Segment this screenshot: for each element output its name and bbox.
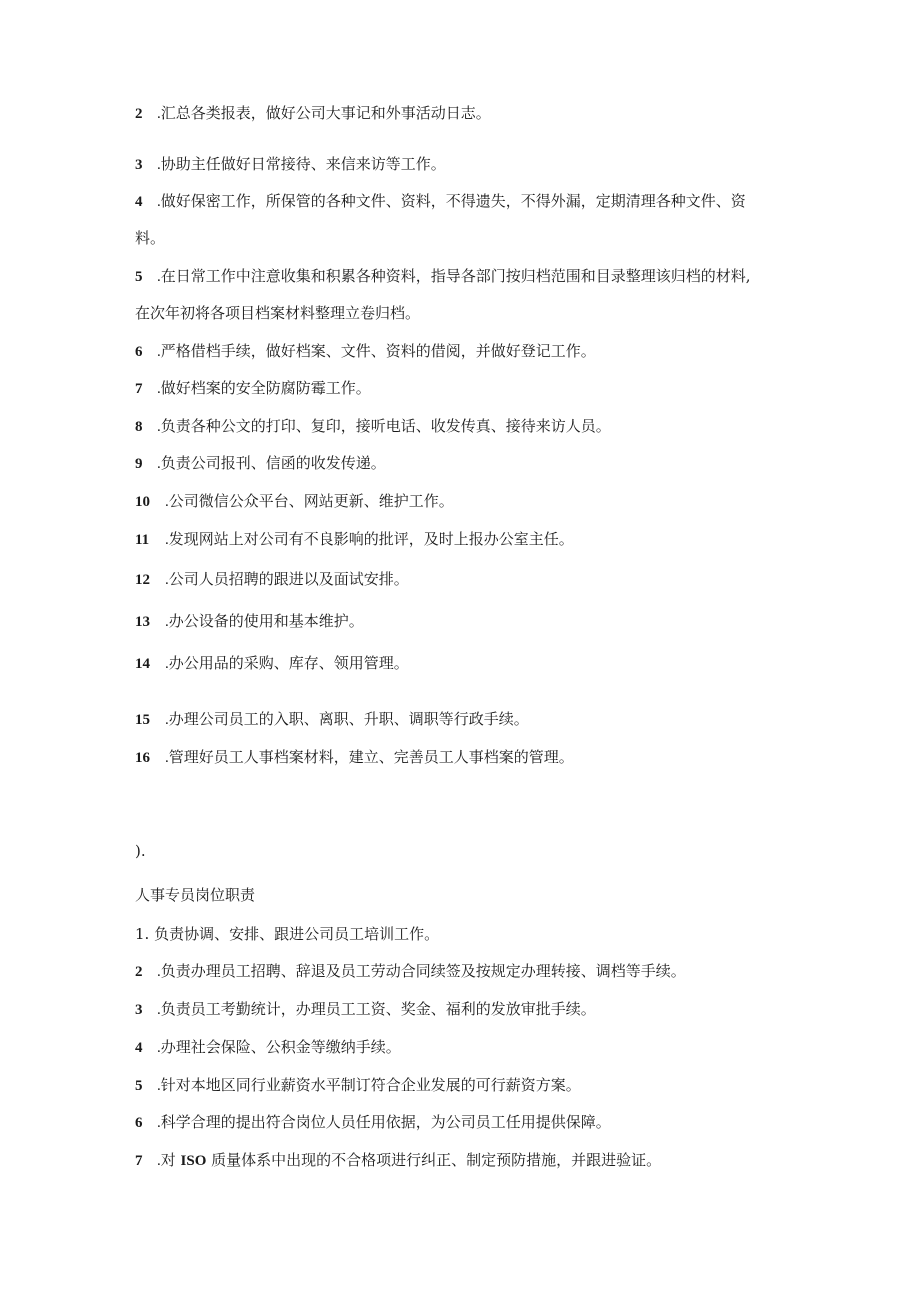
list-item: 12 .公司人员招聘的跟进以及面试安排。 (135, 570, 409, 588)
list-item: 7 .对 ISO 质量体系中出现的不合格项进行纠正、制定预防措施，并跟进验证。 (135, 1151, 662, 1169)
list-item: 10 .公司微信公众平台、网站更新、维护工作。 (135, 492, 454, 510)
item-number: 2 (135, 106, 143, 122)
list-item-continuation: 料。 (135, 229, 166, 247)
list-item: 6 .严格借档手续，做好档案、文件、资料的借阅，并做好登记工作。 (135, 342, 596, 360)
list-item: 2 .汇总各类报表，做好公司大事记和外事活动日志。 (135, 104, 491, 122)
list-item: 5 .针对本地区同行业薪资水平制订符合企业发展的可行薪资方案。 (135, 1076, 581, 1094)
list-item: 4 .办理社会保险、公积金等缴纳手续。 (135, 1038, 401, 1056)
list-item: 3 .协助主任做好日常接待、来信来访等工作。 (135, 155, 446, 173)
divider-text: ). (135, 842, 146, 860)
list-item: 8 .负责各种公文的打印、复印，接听电话、收发传真、接待来访人员。 (135, 417, 611, 435)
list-item-continuation: 在次年初将各项目档案材料整理立卷归档。 (135, 304, 421, 322)
list-item: 4 .做好保密工作，所保管的各种文件、资料，不得遗失，不得外漏，定期清理各种文件、资 (135, 192, 746, 210)
list-item: 13 .办公设备的使用和基本维护。 (135, 612, 364, 630)
list-item: 1. 负责协调、安排、跟进公司员工培训工作。 (135, 925, 440, 943)
list-item: 11 .发现网站上对公司有不良影响的批评，及时上报办公室主任。 (135, 530, 574, 548)
section-title: 人事专员岗位职责 (135, 886, 256, 904)
list-item: 7 .做好档案的安全防腐防霉工作。 (135, 379, 371, 397)
list-item: 14 .办公用品的采购、库存、领用管理。 (135, 654, 409, 672)
list-item: 5 .在日常工作中注意收集和积累各种资料，指导各部门按归档范围和目录整理该归档的材料, (135, 267, 751, 285)
list-item: 9 .负责公司报刊、信函的收发传递。 (135, 454, 386, 472)
item-text: 汇总各类报表，做好公司大事记和外事活动日志。 (160, 104, 491, 122)
list-item: 2 .负责办理员工招聘、辞退及员工劳动合同续签及按规定办理转接、调档等手续。 (135, 962, 686, 980)
list-item: 6 .科学合理的提出符合岗位人员任用依据，为公司员工任用提供保障。 (135, 1113, 611, 1131)
list-item: 15 .办理公司员工的入职、离职、升职、调职等行政手续。 (135, 710, 529, 728)
list-item: 3 .负责员工考勤统计，办理员工工资、奖金、福利的发放审批手续。 (135, 1000, 596, 1018)
list-item: 16 .管理好员工人事档案材料，建立、完善员工人事档案的管理。 (135, 748, 574, 766)
